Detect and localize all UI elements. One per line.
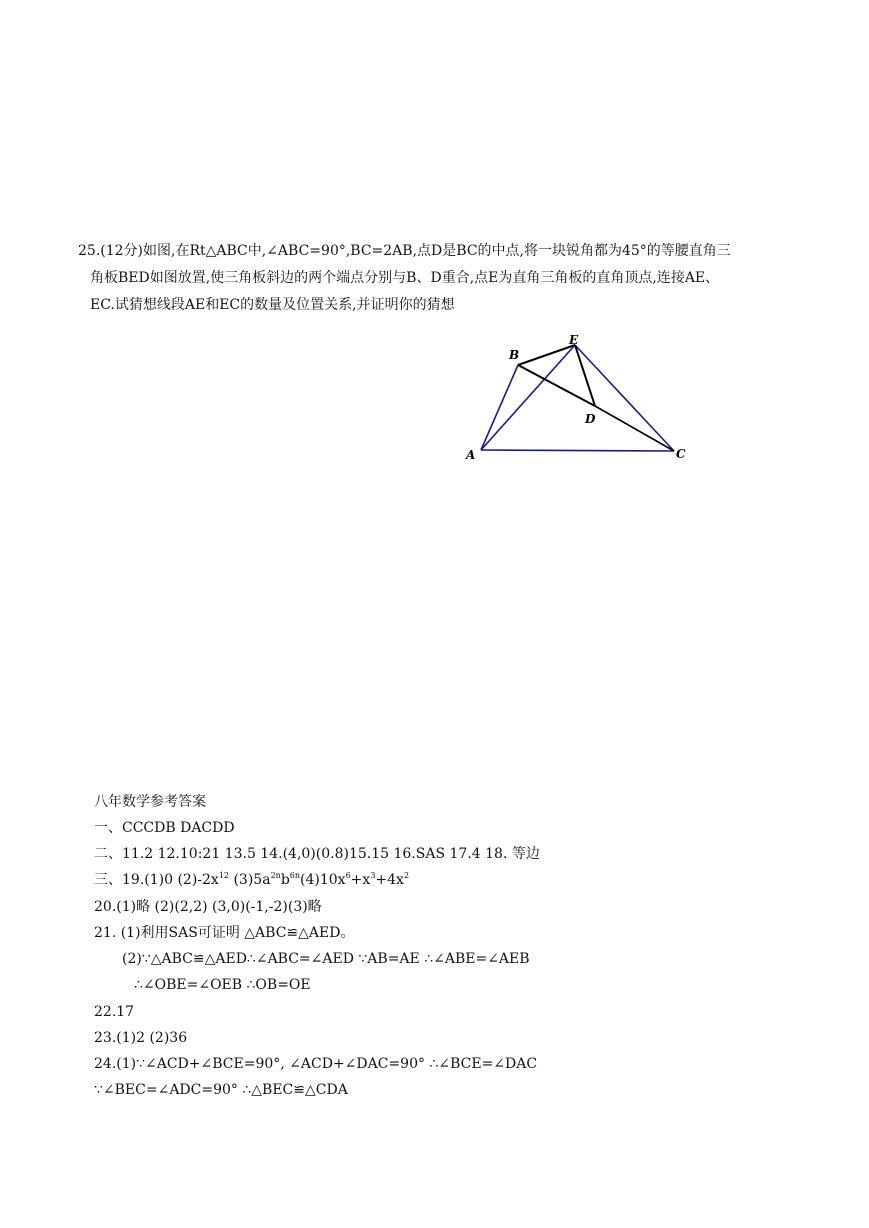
part3-mid-5: +4x <box>375 872 404 888</box>
label-C: C <box>676 447 686 461</box>
question-25-line-3: EC.试猜想线段AE和EC的数量及位置关系,并证明你的猜想 <box>90 297 455 313</box>
answer-23: 23.(1)2 (2)36 <box>94 1030 188 1046</box>
answer-20: 20.(1)略 (2)(2,2) (3,0)(-1,-2)(3)略 <box>94 899 322 915</box>
label-A: A <box>466 448 476 462</box>
question-25 <box>78 238 798 319</box>
part3-mid-1: (3)5a <box>229 872 271 888</box>
triangle-figure <box>462 330 702 470</box>
answer-21-a: 21. (1)利用SAS可证明 △ABC≌△AED。 <box>94 925 355 941</box>
question-25-line-2: 角板BED如图放置,使三角板斜边的两个端点分别与B、D重合,点E为直角三角板的直角顶点,连接AE、 <box>90 270 720 286</box>
answers-part-2: 二、11.2 12.10:21 13.5 14.(4,0)(0.8)15.15 16.SAS 17.4 18. 等边 <box>94 846 540 862</box>
part3-prefix: 三、19.(1)0 (2)-2x <box>94 872 219 888</box>
part3-exp-6: 2 <box>403 871 410 880</box>
answers-part-3 <box>94 871 409 889</box>
label-D: D <box>585 412 596 426</box>
segment-AB <box>481 365 518 450</box>
label-B: B <box>509 348 520 362</box>
part3-exp-5: 3 <box>370 871 376 880</box>
segment-EC <box>575 345 674 451</box>
answer-21-b: (2)∵△ABC≌△AED∴∠ABC=∠AED ∵AB=AE ∴∠ABE=∠AEB <box>122 951 530 967</box>
part3-exp-4: 6 <box>345 871 351 880</box>
segment-DC <box>595 406 674 451</box>
answer-21-c: ∴∠OBE=∠OEB ∴OB=OE <box>134 977 311 993</box>
answer-22: 22.17 <box>94 1004 135 1020</box>
answer-24-b: ∵∠BEC=∠ADC=90° ∴△BEC≌△CDA <box>94 1082 348 1098</box>
part3-mid-4: +x <box>350 872 371 888</box>
answer-24-a: 24.(1)∵∠ACD+∠BCE=90°, ∠ACD+∠DAC=90° ∴∠BCE=∠DAC <box>94 1056 538 1072</box>
label-E: E <box>569 333 579 347</box>
part3-mid-2: b <box>280 872 290 888</box>
question-25-line-1: 25.(12分)如图,在Rt△ABC中,∠ABC=90°,BC=2AB,点D是BC的中点,将一块锐角都为45°的等腰直角三 <box>78 243 731 259</box>
answers-part-1: 一、CCCDB DACDD <box>94 820 235 836</box>
part3-exp-2: 2n <box>270 871 281 880</box>
segment-AC <box>481 450 674 451</box>
part3-mid-3: (4)10x <box>300 872 346 888</box>
part3-exp-1: 12 <box>218 871 230 880</box>
answers-title: 八年数学参考答案 <box>94 794 206 810</box>
part3-exp-3: 6n <box>289 871 301 880</box>
